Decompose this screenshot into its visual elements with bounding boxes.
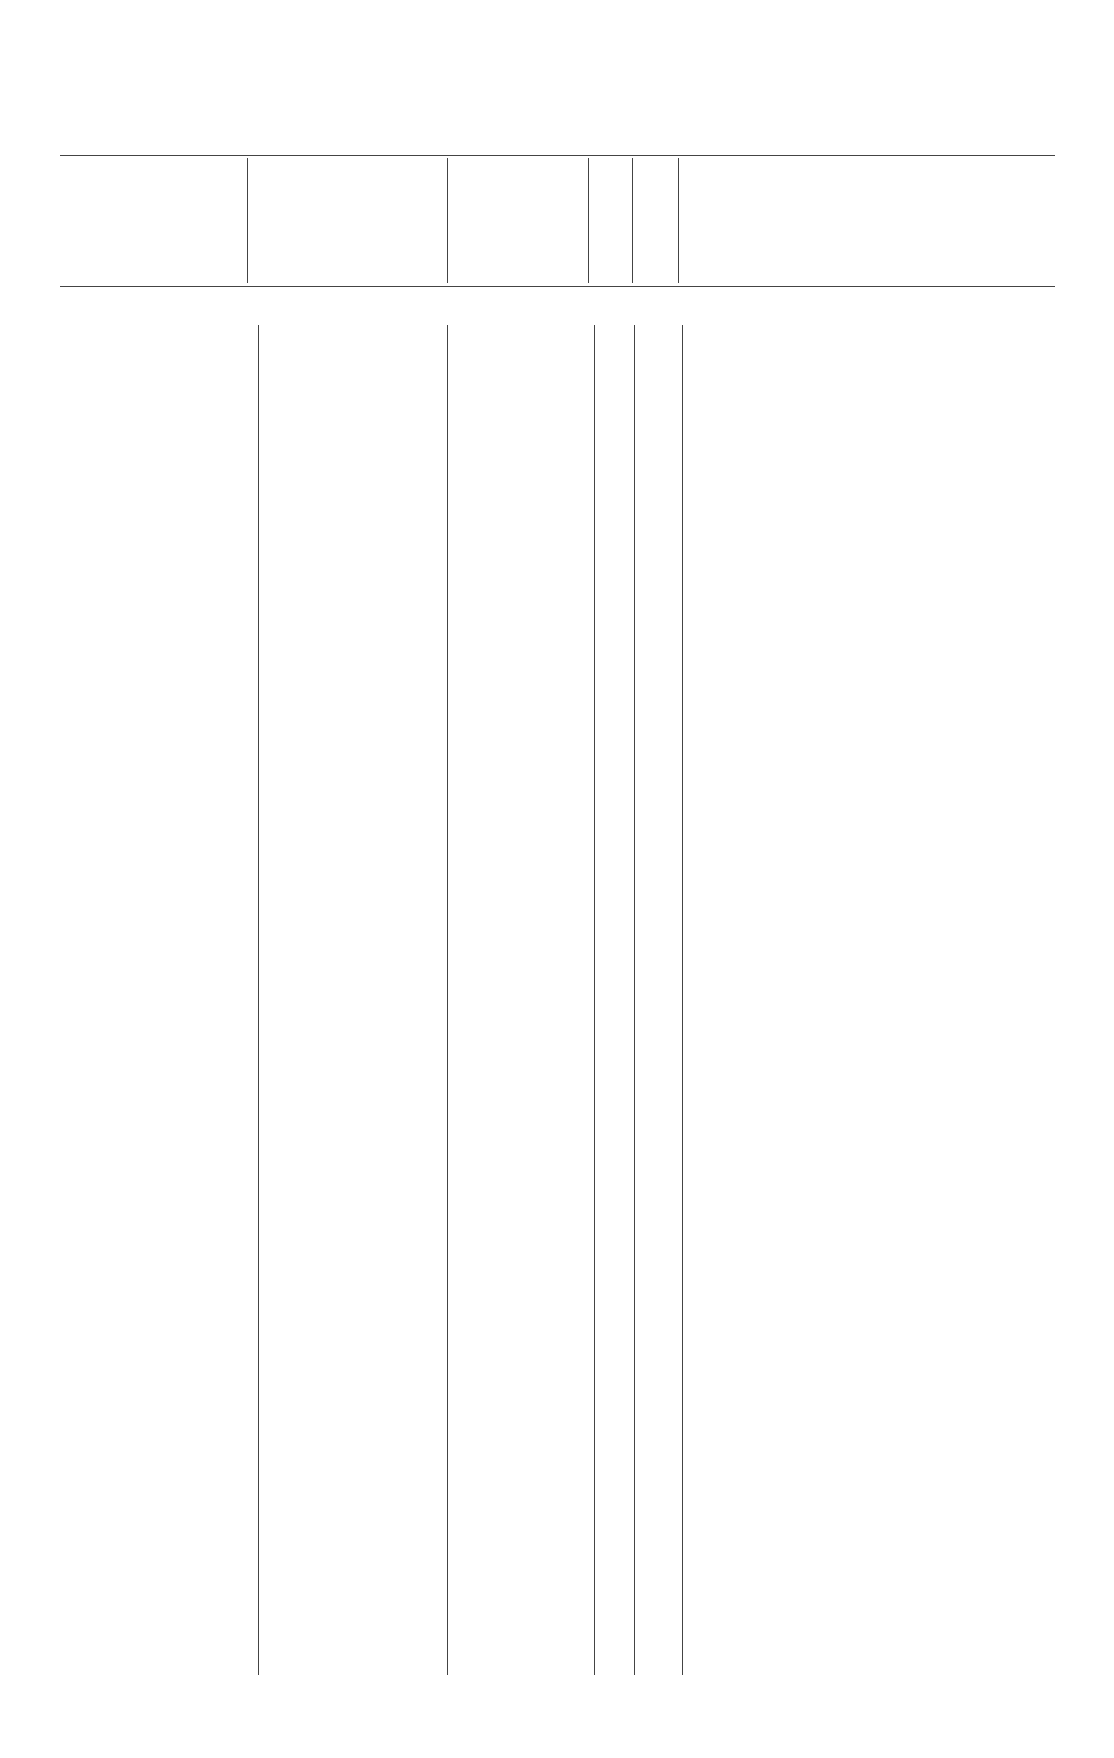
body-divider-previous [682,325,683,1675]
body-divider-rate [447,325,448,1675]
body-divider-service [594,325,595,1675]
body-divider-status [258,325,259,1675]
header-divider-3 [588,158,589,283]
header-divider-1 [247,158,248,283]
header-divider-4 [632,158,633,283]
header-divider-5 [678,158,679,283]
body-divider-months [634,325,635,1675]
header-divider-2 [447,158,448,283]
header-bottom-rule [60,286,1055,287]
header-top-rule [60,155,1055,156]
